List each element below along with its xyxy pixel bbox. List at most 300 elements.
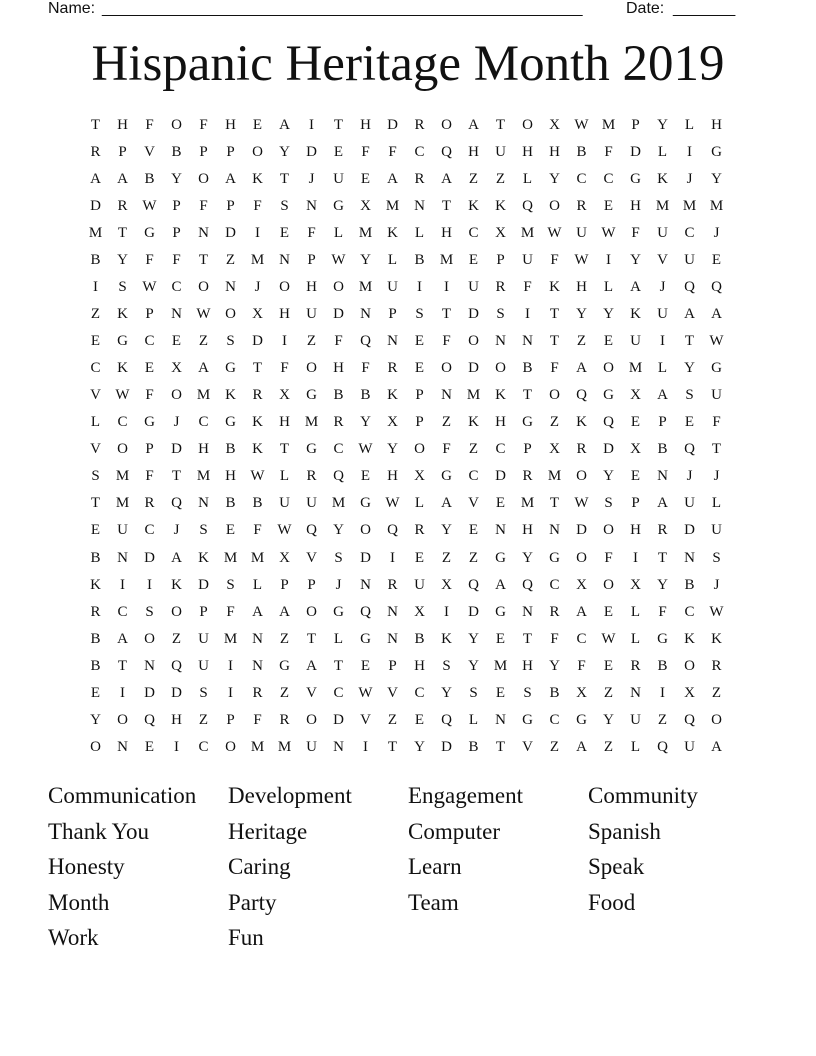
grid-letter: J [173, 414, 180, 431]
grid-letter: O [468, 333, 479, 350]
grid-letter: G [144, 225, 155, 242]
grid-letter: J [254, 279, 261, 296]
grid-letter: D [684, 522, 695, 539]
grid-letter: M [331, 495, 346, 512]
grid-letter: E [468, 252, 479, 269]
grid-letter: E [333, 144, 344, 161]
grid-row [82, 707, 730, 734]
grid-letter: M [115, 495, 130, 512]
grid-letter: R [252, 684, 263, 701]
grid-letter: P [145, 441, 154, 458]
grid-letter: M [196, 468, 211, 485]
grid-letter: S [712, 549, 721, 566]
grid-letter: D [171, 441, 182, 458]
grid-row [82, 247, 730, 274]
grid-letter: T [90, 495, 101, 512]
grid-letter: E [414, 360, 425, 377]
grid-letter: K [252, 171, 263, 188]
grid-letter: R [306, 468, 317, 485]
grid-row [82, 572, 730, 599]
grid-letter: F [550, 252, 559, 269]
grid-letter: H [522, 522, 533, 539]
grid-letter: U [306, 738, 317, 755]
grid-letter: H [225, 117, 236, 134]
grid-letter: K [630, 306, 641, 323]
grid-letter: Z [441, 414, 452, 431]
grid-letter: I [93, 279, 98, 296]
grid-letter: M [358, 279, 373, 296]
grid-letter: C [549, 711, 560, 728]
grid-letter: Z [225, 252, 236, 269]
grid-letter: B [252, 495, 263, 512]
grid-letter: T [279, 171, 290, 188]
grid-letter: S [685, 387, 694, 404]
grid-letter: U [414, 576, 425, 593]
grid-letter: U [576, 225, 587, 242]
grid-letter: T [657, 549, 668, 566]
grid-letter: I [606, 252, 611, 269]
grid-letter: O [225, 306, 236, 323]
grid-letter: F [604, 144, 613, 161]
grid-letter: Z [495, 171, 506, 188]
grid-letter: T [333, 117, 344, 134]
grid-letter: I [444, 603, 449, 620]
grid-letter: E [603, 657, 614, 674]
grid-letter: D [333, 711, 344, 728]
grid-letter: O [549, 387, 560, 404]
grid-letter: F [145, 252, 154, 269]
grid-letter: V [144, 144, 155, 161]
grid-letter: R [144, 495, 155, 512]
grid-letter: L [414, 495, 425, 512]
grid-letter: N [198, 225, 209, 242]
grid-row [82, 328, 730, 355]
grid-letter: R [576, 198, 587, 215]
grid-letter: G [711, 144, 722, 161]
grid-letter: B [684, 576, 695, 593]
grid-letter: W [142, 279, 157, 296]
grid-letter: K [684, 630, 695, 647]
grid-letter: H [522, 144, 533, 161]
grid-letter: Y [603, 306, 614, 323]
grid-letter: U [198, 657, 209, 674]
grid-letter: H [306, 279, 317, 296]
grid-letter: L [657, 360, 668, 377]
grid-letter: O [171, 603, 182, 620]
grid-letter: Y [603, 468, 614, 485]
grid-letter: E [684, 414, 695, 431]
grid-letter: N [198, 495, 209, 512]
word-bank-item: Team [408, 889, 459, 915]
grid-letter: R [414, 522, 425, 539]
grid-letter: T [90, 117, 101, 134]
grid-letter: F [280, 360, 289, 377]
grid-letter: H [333, 360, 344, 377]
grid-letter: L [630, 738, 641, 755]
grid-letter: I [687, 144, 692, 161]
grid-letter: N [630, 684, 641, 701]
grid-letter: B [90, 549, 101, 566]
grid-letter: E [468, 522, 479, 539]
grid-letter: Q [684, 279, 695, 296]
grid-letter: A [576, 738, 587, 755]
grid-letter: P [415, 414, 424, 431]
grid-letter: F [361, 360, 370, 377]
grid-letter: M [439, 252, 454, 269]
grid-letter: Z [198, 711, 209, 728]
grid-letter: G [522, 414, 533, 431]
grid-letter: R [90, 603, 101, 620]
grid-letter: Q [387, 522, 398, 539]
grid-letter: P [145, 306, 154, 323]
grid-letter: C [414, 684, 425, 701]
grid-letter: Z [549, 414, 560, 431]
grid-letter: Y [549, 657, 560, 674]
grid-letter: E [90, 333, 101, 350]
grid-letter: K [657, 171, 668, 188]
grid-letter: S [469, 684, 478, 701]
grid-letter: G [333, 198, 344, 215]
grid-letter: Y [630, 252, 641, 269]
grid-letter: W [601, 225, 616, 242]
grid-letter: N [117, 549, 128, 566]
word-bank-item: Community [588, 783, 698, 808]
grid-letter: P [199, 603, 208, 620]
grid-letter: F [145, 117, 154, 134]
grid-letter: P [226, 144, 235, 161]
grid-letter: A [657, 495, 668, 512]
grid-letter: H [495, 414, 506, 431]
word-bank-item: Fun [228, 925, 264, 951]
grid-letter: J [308, 171, 315, 188]
word-bank-item: Thank You [48, 818, 149, 844]
grid-letter: E [495, 684, 506, 701]
grid-letter: Y [333, 522, 344, 539]
grid-letter: Y [360, 252, 371, 269]
grid-letter: B [468, 738, 479, 755]
grid-letter: E [144, 738, 155, 755]
grid-letter: K [441, 630, 452, 647]
grid-letter: L [603, 279, 614, 296]
grid-letter: B [657, 657, 668, 674]
grid-letter: N [360, 576, 371, 593]
grid-letter: P [307, 252, 316, 269]
grid-letter: B [144, 171, 155, 188]
grid-letter: A [495, 576, 506, 593]
grid-letter: B [171, 144, 182, 161]
grid-letter: Q [522, 198, 533, 215]
grid-letter: J [686, 468, 693, 485]
grid-letter: C [117, 603, 128, 620]
grid-letter: W [385, 495, 400, 512]
grid-letter: S [91, 468, 100, 485]
date-blank-line: _______ [673, 0, 736, 17]
grid-letter: F [199, 117, 208, 134]
grid-letter: M [385, 198, 400, 215]
grid-row [82, 112, 730, 139]
grid-row [82, 653, 730, 680]
grid-letter: P [658, 414, 667, 431]
grid-letter: S [523, 684, 532, 701]
grid-letter: T [252, 360, 263, 377]
grid-letter: B [576, 144, 587, 161]
grid-letter: N [117, 738, 128, 755]
grid-letter: A [279, 117, 290, 134]
grid-letter: F [172, 252, 181, 269]
grid-letter: O [171, 387, 182, 404]
grid-letter: O [198, 279, 209, 296]
grid-letter: O [252, 144, 263, 161]
grid-letter: D [198, 576, 209, 593]
grid-letter: E [711, 252, 722, 269]
grid-letter: W [115, 387, 130, 404]
grid-letter: X [279, 387, 290, 404]
name-label: Name: [48, 0, 96, 17]
grid-letter: S [145, 603, 154, 620]
grid-letter: M [493, 657, 508, 674]
grid-letter: A [90, 171, 101, 188]
grid-letter: M [223, 630, 238, 647]
grid-letter: N [306, 198, 317, 215]
grid-letter: G [495, 549, 506, 566]
grid-letter: W [250, 468, 265, 485]
grid-letter: W [358, 684, 373, 701]
grid-letter: D [333, 306, 344, 323]
grid-letter: D [468, 306, 479, 323]
grid-letter: W [601, 630, 616, 647]
grid-letter: A [441, 495, 452, 512]
grid-letter: Q [441, 711, 452, 728]
grid-letter: E [171, 333, 182, 350]
grid-letter: N [225, 279, 236, 296]
grid-letter: F [361, 144, 370, 161]
word-bank-item: Computer [408, 818, 500, 844]
grid-letter: E [495, 495, 506, 512]
grid-letter: C [333, 684, 344, 701]
grid-letter: X [279, 549, 290, 566]
grid-letter: K [387, 225, 398, 242]
grid-letter: Y [414, 738, 425, 755]
grid-letter: U [711, 387, 722, 404]
grid-letter: R [711, 657, 722, 674]
grid-letter: L [414, 225, 425, 242]
grid-letter: Q [603, 414, 614, 431]
grid-letter: R [522, 468, 533, 485]
grid-letter: O [117, 441, 128, 458]
grid-letter: R [387, 360, 398, 377]
grid-letter: T [495, 117, 506, 134]
grid-letter: P [199, 144, 208, 161]
grid-letter: H [441, 225, 452, 242]
grid-letter: X [630, 441, 641, 458]
grid-letter: M [520, 225, 535, 242]
grid-letter: N [441, 387, 452, 404]
grid-letter: V [306, 549, 317, 566]
grid-letter: X [171, 360, 182, 377]
grid-letter: H [468, 144, 479, 161]
grid-letter: X [549, 117, 560, 134]
grid-letter: W [709, 603, 724, 620]
grid-row [82, 220, 730, 247]
grid-letter: K [117, 306, 128, 323]
grid-letter: F [577, 657, 586, 674]
grid-letter: D [387, 117, 398, 134]
grid-letter: I [174, 738, 179, 755]
grid-letter: U [279, 495, 290, 512]
grid-row [82, 734, 730, 761]
grid-letter: Z [603, 684, 614, 701]
word-bank-item: Work [48, 925, 99, 951]
grid-letter: P [388, 657, 397, 674]
grid-letter: P [280, 576, 289, 593]
grid-letter: C [549, 576, 560, 593]
grid-letter: O [90, 738, 101, 755]
grid-letter: X [549, 441, 560, 458]
grid-letter: W [277, 522, 292, 539]
grid-letter: K [225, 387, 236, 404]
grid-letter: I [120, 576, 125, 593]
grid-letter: V [90, 441, 101, 458]
grid-letter: D [468, 360, 479, 377]
grid-letter: Q [522, 576, 533, 593]
grid-letter: P [415, 387, 424, 404]
grid-letter: C [198, 414, 209, 431]
grid-letter: B [90, 630, 101, 647]
grid-letter: D [603, 441, 614, 458]
grid-letter: A [576, 603, 587, 620]
grid-letter: F [442, 441, 451, 458]
grid-letter: A [117, 630, 128, 647]
grid-letter: U [684, 252, 695, 269]
grid-letter: T [549, 333, 560, 350]
grid-letter: G [306, 387, 317, 404]
grid-letter: L [252, 576, 263, 593]
grid-letter: O [495, 360, 506, 377]
grid-letter: I [282, 333, 287, 350]
grid-letter: F [523, 279, 532, 296]
grid-letter: P [118, 144, 127, 161]
grid-letter: K [90, 576, 101, 593]
grid-letter: C [576, 171, 587, 188]
grid-letter: G [441, 468, 452, 485]
grid-letter: Y [522, 549, 533, 566]
grid-letter: J [173, 522, 180, 539]
grid-letter: I [633, 549, 638, 566]
grid-letter: K [252, 441, 263, 458]
grid-letter: U [333, 171, 344, 188]
grid-letter: E [144, 360, 155, 377]
word-bank-item: Communication [48, 783, 197, 808]
grid-letter: S [442, 657, 451, 674]
grid-letter: Z [387, 711, 398, 728]
grid-letter: I [660, 684, 665, 701]
grid-letter: C [144, 522, 155, 539]
grid-letter: V [657, 252, 668, 269]
grid-letter: Z [306, 333, 317, 350]
grid-letter: Q [144, 711, 155, 728]
grid-letter: Q [333, 468, 344, 485]
grid-letter: P [226, 198, 235, 215]
grid-letter: D [144, 684, 155, 701]
grid-letter: U [198, 630, 209, 647]
grid-letter: T [333, 657, 344, 674]
grid-letter: L [333, 630, 344, 647]
grid-letter: R [495, 279, 506, 296]
grid-letter: A [198, 360, 209, 377]
grid-letter: I [309, 117, 314, 134]
grid-letter: M [709, 198, 724, 215]
grid-letter: I [660, 333, 665, 350]
grid-letter: I [255, 225, 260, 242]
grid-letter: N [522, 333, 533, 350]
grid-letter: A [117, 171, 128, 188]
grid-letter: Z [441, 549, 452, 566]
grid-letter: A [387, 171, 398, 188]
grid-letter: C [117, 414, 128, 431]
word-bank-item: Engagement [408, 783, 523, 808]
grid-letter: K [495, 387, 506, 404]
grid-letter: R [387, 576, 398, 593]
grid-letter: W [547, 225, 562, 242]
grid-letter: F [550, 360, 559, 377]
grid-letter: N [387, 333, 398, 350]
grid-letter: A [279, 603, 290, 620]
grid-letter: N [414, 198, 425, 215]
grid-letter: B [549, 684, 560, 701]
grid-letter: E [603, 333, 614, 350]
grid-letter: C [603, 171, 614, 188]
grid-letter: G [576, 711, 587, 728]
grid-letter: G [603, 387, 614, 404]
grid-letter: J [335, 576, 342, 593]
word-bank-item: Learn [408, 854, 462, 880]
grid-letter: G [549, 549, 560, 566]
grid-letter: D [171, 684, 182, 701]
grid-letter: N [495, 522, 506, 539]
grid-row [82, 166, 730, 193]
grid-letter: M [520, 495, 535, 512]
grid-letter: B [522, 360, 533, 377]
grid-letter: Z [171, 630, 182, 647]
grid-letter: N [333, 738, 344, 755]
grid-letter: M [250, 738, 265, 755]
grid-letter: Z [603, 738, 614, 755]
grid-letter: B [225, 495, 236, 512]
grid-letter: O [603, 360, 614, 377]
grid-row [82, 626, 730, 653]
grid-letter: L [522, 171, 533, 188]
grid-letter: F [604, 549, 613, 566]
grid-letter: G [225, 360, 236, 377]
grid-letter: L [90, 414, 101, 431]
grid-row [82, 490, 730, 517]
grid-letter: D [252, 333, 263, 350]
grid-row [82, 599, 730, 626]
grid-letter: U [117, 522, 128, 539]
grid-letter: Y [684, 360, 695, 377]
grid-letter: H [414, 657, 425, 674]
header-line [48, 0, 748, 20]
grid-letter: O [549, 198, 560, 215]
grid-letter: Q [360, 333, 371, 350]
grid-letter: S [334, 549, 343, 566]
grid-row [82, 517, 730, 544]
grid-letter: P [172, 225, 181, 242]
grid-letter: G [360, 630, 371, 647]
grid-letter: Z [711, 684, 722, 701]
grid-letter: L [630, 630, 641, 647]
grid-letter: E [279, 225, 290, 242]
